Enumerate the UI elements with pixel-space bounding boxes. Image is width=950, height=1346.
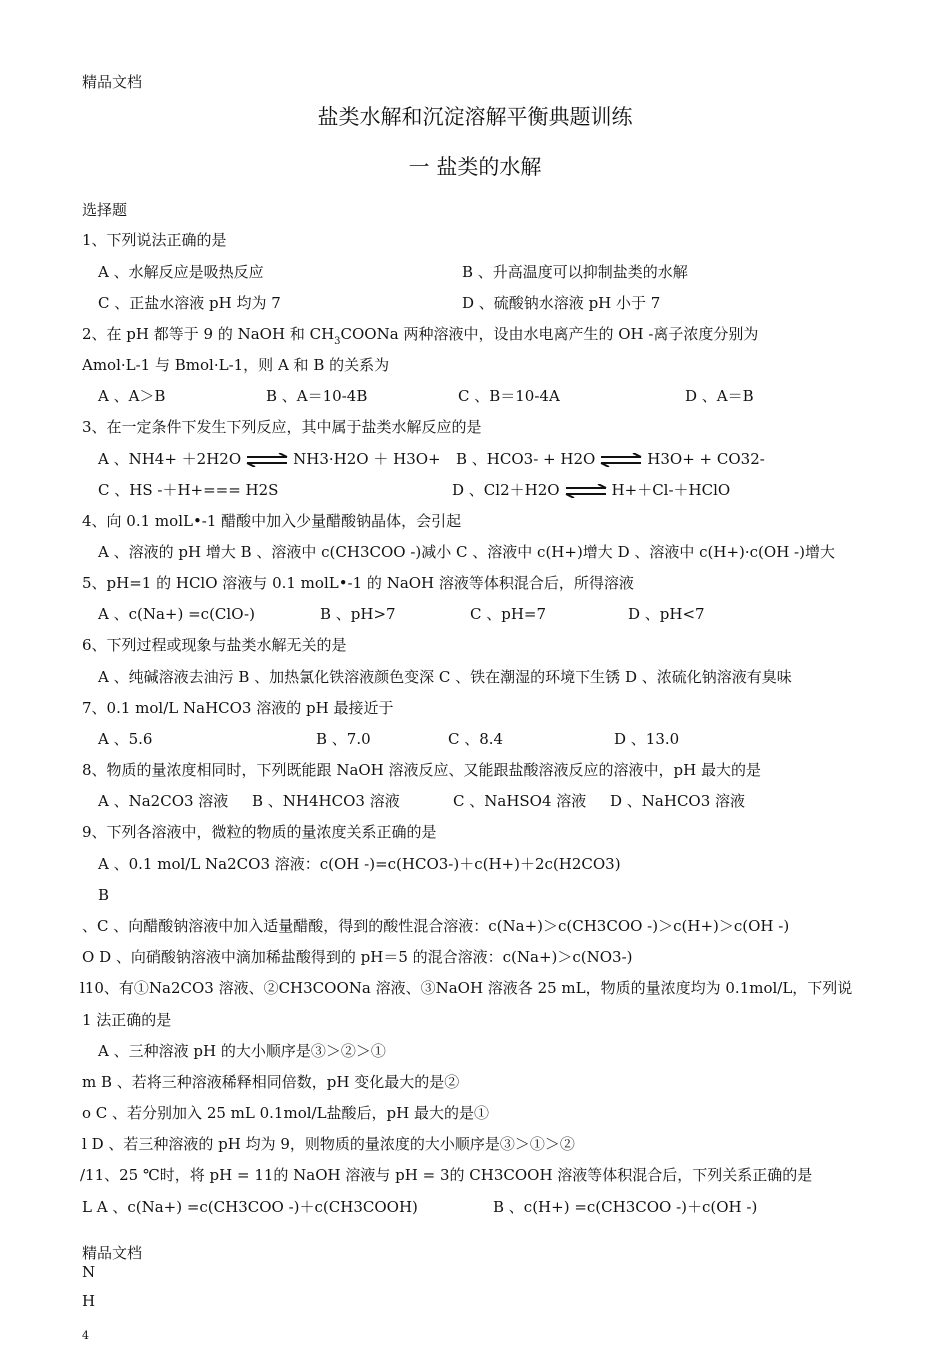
question-4-stem: 4、向 0.1 molL•-1 醋酸中加入少量醋酸钠晶体，会引起 xyxy=(82,512,462,530)
q8-option-a: A 、Na2CO3 溶液 xyxy=(98,792,229,810)
q5-option-c: C 、pH=7 xyxy=(470,605,547,623)
q1-option-a: A 、水解反应是吸热反应 xyxy=(98,263,264,281)
q8-option-d: D 、NaHCO3 溶液 xyxy=(610,792,746,810)
question-2-stem: 2、在 pH 都等于 9 的 NaOH 和 $CH_3COONa$ 两种溶液中，设由水电离产生的 OH -离子浓度分别为 xyxy=(82,325,759,347)
q7-option-b: B 、7.0 xyxy=(316,730,371,748)
q9-option-a: A 、0.1 mol/L Na2CO3 溶液：c(OH -)=c(HCO3-)＋c(H+)＋2c(H2CO3) xyxy=(98,855,621,873)
question-10-stem: l10、有①Na2CO3 溶液、②CH3COONa 溶液、③NaOH 溶液各 25 mL，物质的量浓度均为 0.1mol/L，下列说 xyxy=(80,979,853,997)
q9-option-b: B xyxy=(98,886,110,904)
question-5-stem: 5、pH=1 的 HClO 溶液与 0.1 molL•-1 的 NaOH 溶液等体积混合后，所得溶液 xyxy=(82,574,634,592)
q11-option-a: L A 、c(Na+) =c(CH3COO -)＋c(CH3COOH) xyxy=(82,1198,418,1216)
q3-option-b: B 、HCO3- + H2O H3O+ + CO32- xyxy=(456,450,765,468)
q2-stem-part1: 2、在 pH 都等于 9 的 NaOH 和 CH xyxy=(82,325,335,343)
q5-option-a: A 、c(Na+) =c(ClO-) xyxy=(98,605,255,623)
page-footer: 精品文档 xyxy=(82,1244,143,1262)
question-7-stem: 7、0.1 mol/L NaHCO3 溶液的 pH 最接近于 xyxy=(82,699,394,717)
equilibrium-arrow-icon xyxy=(564,484,608,498)
q10-option-b: m B 、若将三种溶液稀释相同倍数，pH 变化最大的是② xyxy=(82,1073,460,1091)
q2-stem-part2: Amol·L-1 与 Bmol·L-1，则 A 和 B 的关系为 xyxy=(82,356,390,374)
section-title: 一 盐类的水解 xyxy=(408,155,542,179)
q5-option-d: D 、pH<7 xyxy=(628,605,705,623)
margin-letter: 4 xyxy=(82,1329,89,1342)
question-9-stem: 9、下列各溶液中，微粒的物质的量浓度关系正确的是 xyxy=(82,823,437,841)
question-8-stem: 8、物质的量浓度相同时，下列既能跟 NaOH 溶液反应、又能跟盐酸溶液反应的溶液中，pH 最大的是 xyxy=(82,761,761,779)
doc-title: 盐类水解和沉淀溶解平衡典题训练 xyxy=(317,105,633,129)
q10-option-c: o C 、若分别加入 25 mL 0.1mol/L盐酸后，pH 最大的是① xyxy=(82,1104,489,1122)
q6-options: A 、纯碱溶液去油污 B 、加热氯化铁溶液颜色变深 C 、铁在潮湿的环境下生锈 D 、浓硫化钠溶液有臭味 xyxy=(98,668,792,686)
q10-option-a: A 、三种溶液 pH 的大小顺序是③＞②＞① xyxy=(98,1042,386,1060)
q1-option-d: D 、硫酸钠水溶液 pH 小于 7 xyxy=(462,294,661,312)
question-1-stem: 1、下列说法正确的是 xyxy=(82,231,227,249)
equilibrium-arrow-icon xyxy=(245,453,289,467)
q9-option-c: 、C 、向醋酸钠溶液中加入适量醋酸，得到的酸性混合溶液：c(Na+)＞c(CH3COO -)＞c(H+)＞c(OH -) xyxy=(82,917,790,935)
q1-option-c: C 、正盐水溶液 pH 均为 7 xyxy=(98,294,281,312)
equilibrium-arrow-icon xyxy=(599,453,643,467)
q7-option-a: A 、5.6 xyxy=(98,730,153,748)
question-11-stem: /11、25 ℃时，将 pH = 11的 NaOH 溶液与 pH = 3的 CH3COOH 溶液等体积混合后，下列关系正确的是 xyxy=(80,1166,813,1184)
page-header: 精品文档 xyxy=(82,73,143,91)
q8-option-b: B 、NH4HCO3 溶液 xyxy=(252,792,400,810)
q7-option-c: C 、8.4 xyxy=(448,730,504,748)
q9-option-d: O D 、向硝酸钠溶液中滴加稀盐酸得到的 pH＝5 的混合溶液：c(Na+)＞c(NO3-) xyxy=(82,948,633,966)
q2-option-a: A 、A＞B xyxy=(98,387,166,405)
q11-option-b: B 、c(H+) =c(CH3COO -)＋c(OH -) xyxy=(493,1198,758,1216)
q3-option-c: C 、HS -＋H+=== H2S xyxy=(98,481,279,499)
q2-option-c: C 、B＝10-4A xyxy=(458,387,560,405)
q1-option-b: B 、升高温度可以抑制盐类的水解 xyxy=(462,263,688,281)
q3-option-a: A 、NH4+ ＋2H2O NH3·H2O ＋ H3O+ xyxy=(98,450,441,468)
q2-option-d: D 、A＝B xyxy=(685,387,754,405)
margin-letter: H xyxy=(82,1292,96,1310)
question-3-stem: 3、在一定条件下发生下列反应，其中属于盐类水解反应的是 xyxy=(82,418,482,436)
q10-option-d: l D 、若三种溶液的 pH 均为 9，则物质的量浓度的大小顺序是③＞①＞② xyxy=(82,1135,575,1153)
question-10-stem-cont: 1 法正确的是 xyxy=(82,1011,172,1029)
q8-option-c: C 、NaHSO4 溶液 xyxy=(453,792,587,810)
q5-option-b: B 、pH>7 xyxy=(320,605,396,623)
q7-option-d: D 、13.0 xyxy=(614,730,680,748)
q3-option-d: D 、Cl2＋H2O H+＋Cl-＋HClO xyxy=(452,481,731,499)
margin-letter: N xyxy=(82,1263,96,1281)
q4-options: A 、溶液的 pH 增大 B 、溶液中 c(CH3COO -)减小 C 、溶液中 c(H+)增大 D 、溶液中 c(H+)·c(OH -)增大 xyxy=(98,543,835,561)
q2-stem-part1b: COONa 两种溶液中，设由水电离产生的 OH -离子浓度分别为 xyxy=(340,325,759,343)
q2-option-b: B 、A＝10-4B xyxy=(266,387,368,405)
section-label: 选择题 xyxy=(82,201,128,219)
question-6-stem: 6、下列过程或现象与盐类水解无关的是 xyxy=(82,636,347,654)
